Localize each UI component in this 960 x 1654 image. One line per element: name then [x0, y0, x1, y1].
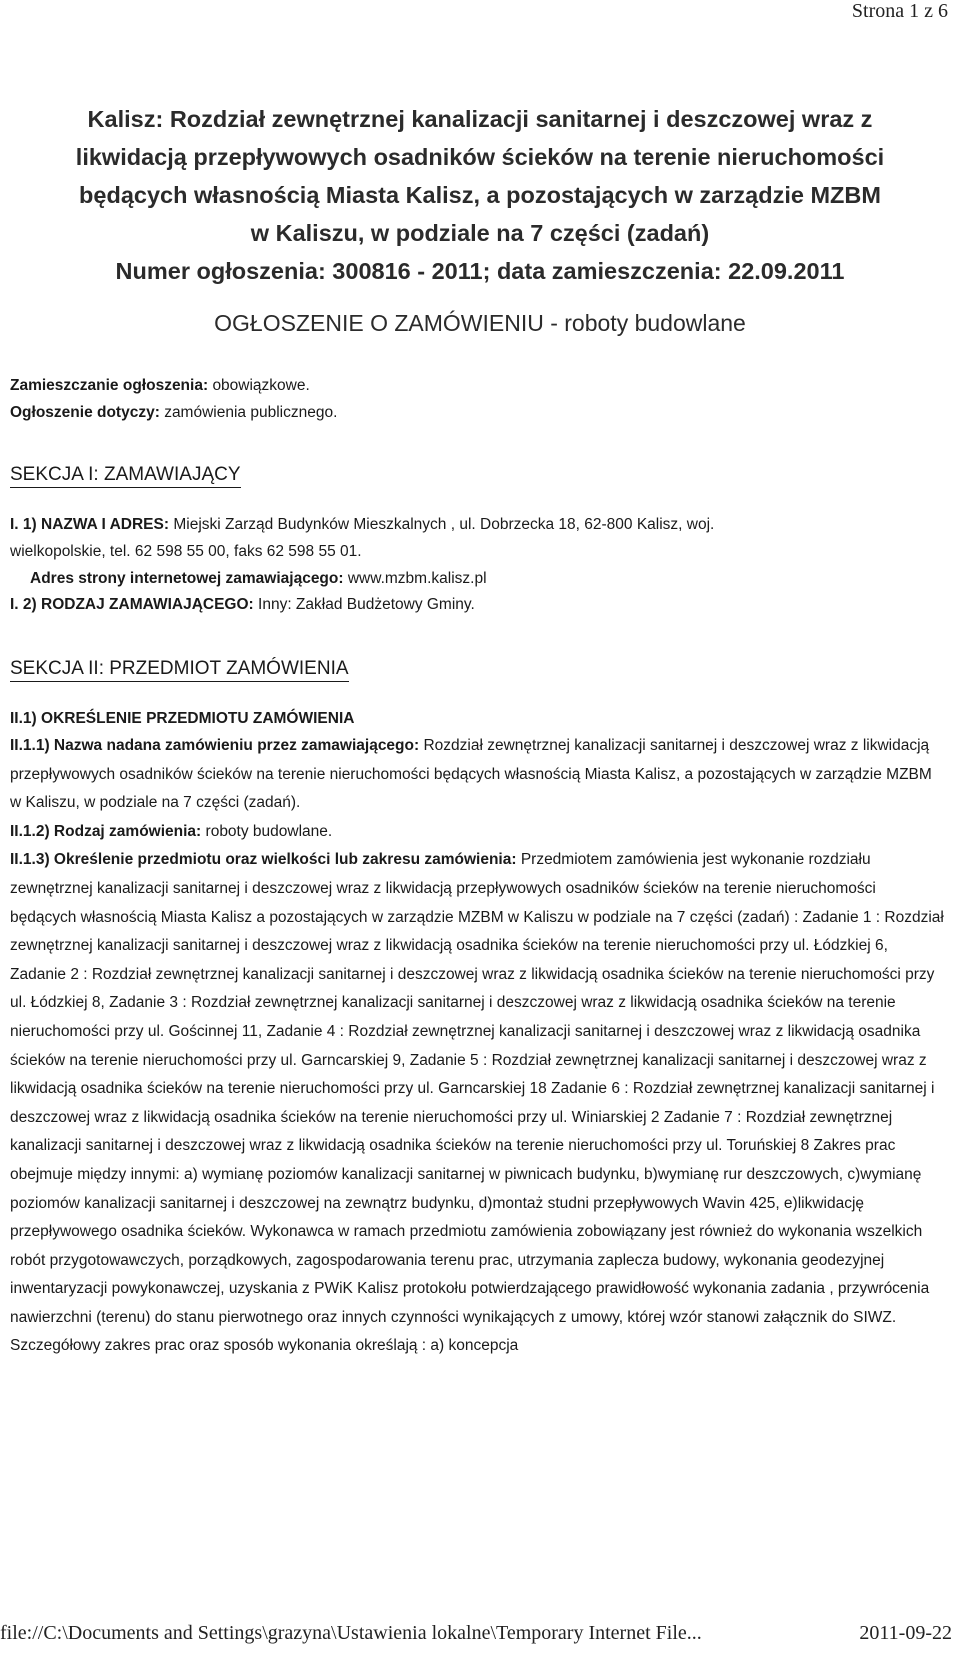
- contract-kind-paragraph: [10, 818, 945, 847]
- title-line: likwidacją przepływowych osadników ścieków na terenie nieruchomości: [75, 144, 885, 170]
- authority-type-value: Inny: Zakład Budżetowy Gminy.: [258, 596, 475, 613]
- notice-number-line: Numer ogłoszenia: 300816 - 2011; data zamieszczenia: 22.09.2011: [115, 258, 845, 284]
- concerns-row: [10, 402, 337, 424]
- website-row: [30, 568, 487, 590]
- title-line: w Kaliszu, w podziale na 7 części (zadań): [250, 220, 710, 246]
- title-line: Kalisz: Rozdział zewnętrznej kanalizacji sanitarnej i deszczowej wraz z: [87, 106, 873, 132]
- subsection-heading: [10, 708, 354, 730]
- contract-scope-paragraph: [10, 846, 945, 1361]
- contract-name-label: II.1.1) Nazwa nadana zamówieniu przez zamawiającego:: [10, 737, 420, 754]
- page-number: Strona 1 z 6: [851, 0, 948, 22]
- subsection-heading-text: II.1) OKREŚLENIE PRZEDMIOTU ZAMÓWIENIA: [10, 710, 355, 727]
- contract-name-value: Rozdział zewnętrznej kanalizacji sanitarnej i deszczowej wraz z likwidacją przepływowych osadników ścieków na terenie nieruchomości będących własnością Miasta Kalisz, a pozostających w zarządzie MZBM w Kaliszu, w podziale na 7 części (zadań).: [10, 737, 932, 812]
- file-path: file://C:\Documents and Settings\grazyna\Ustawienia lokalne\Temporary Internet File...: [0, 1622, 702, 1644]
- contract-kind-value: roboty budowlane.: [205, 822, 333, 840]
- concerns-label: Ogłoszenie dotyczy:: [10, 404, 160, 421]
- authority-type-row: [10, 594, 475, 616]
- contract-scope-value: Przedmiotem zamówienia jest wykonanie rozdziału zewnętrznej kanalizacji sanitarnej i deszczowej wraz z likwidacją przepływowych osadników ścieków na terenie nieruchomości będących własnością Miasta Kalisz a pozostających w zarządzie MZBM w Kaliszu w podziale na 7 części (zadań) : Zadanie 1 : Rozdział zewnętrznej kanalizacji sanitarnej i deszczowej wraz z likwidacją osadnika ścieków na terenie nieruchomości przy ul. Łódzkiej 6, Zadanie 2 : Rozdział zewnętrznej kanalizacji sanitarnej i deszczowej wraz z likwidacją osadnika ścieków na terenie nieruchomości przy ul. Łódzkiej 8, Zadanie 3 : Rozdział zewnętrznej kanalizacji sanitarnej i deszczowej wraz z likwidacją osadnika ścieków na terenie nieruchomości przy ul. Gościnnej 11, Zadanie 4 : Rozdział zewnętrznej kanalizacji sanitarnej i deszczowej wraz z likwidacją osadnika ścieków na terenie nieruchomości przy ul. Garncarskiej 9, Zadanie 5 : Rozdział zewnętrznej kanalizacji sanitarnej i deszczowej wraz z likwidacją osadnika ścieków na terenie nieruchomości przy ul. Garncarskiej 18 Zadanie 6 : Rozdział zewnętrznej kanalizacji sanitarnej i deszczowej wraz z likwidacją osadnika ścieków na terenie nieruchomości przy ul. Winiarskiej 2 Zadanie 7 : Rozdział zewnętrznej kanalizacji sanitarnej i deszczowej wraz z likwidacją osadnika ścieków na terenie nieruchomości przy ul. Toruńskiej 8 Zakres prac obejmuje między innymi: a) wymianę poziomów kanalizacji sanitarnej w piwnicach budynku, b)wymianę rur deszczowych, c)wymianę poziomów kanalizacji sanitarnej i deszczowej na zewnątrz budynku, d)montaż studni przepływowych Wavin 425, e)likwidację przepływowego osadnika ścieków. Wykonawca w ramach przedmiotu zamówienia zobowiązany jest również do wykonania wszelkich robót przygotowawczych, porządkowych, zagospodarowania terenu prac, utrzymania zaplecza budowy, wykonania geodezyjnej inwentaryzacji powykonawczej, uzyskania z PWiK Kalisz protokołu potwierdzającego prawidłowość wykonania zadania , przywrócenia nawierzchni (terenu) do stanu pierwotnego oraz innych czynności wynikających z umowy, której wzór stanowi załącznik do SIWZ. Szczegółowy zakres prac oraz sposób wykonania określają : a) koncepcja: [10, 851, 944, 1355]
- authority-name-label: I. 1) NAZWA I ADRES:: [10, 516, 170, 533]
- website-label: Adres strony internetowej zamawiającego:: [30, 570, 344, 587]
- contract-name-paragraph: [10, 732, 945, 818]
- placement-label: Zamieszczanie ogłoszenia:: [10, 377, 209, 394]
- concerns-value: zamówienia publicznego.: [164, 404, 338, 421]
- section-2-body: [10, 732, 945, 1361]
- placement-row: [10, 375, 310, 397]
- section-2-heading: SEKCJA II: PRZEDMIOT ZAMÓWIENIA: [10, 658, 349, 682]
- print-date: 2011-09-22: [859, 1622, 952, 1644]
- authority-type-label: I. 2) RODZAJ ZAMAWIAJĄCEGO:: [10, 596, 254, 613]
- website-value: www.mzbm.kalisz.pl: [347, 570, 487, 587]
- placement-value: obowiązkowe.: [212, 377, 310, 394]
- contract-kind-label: II.1.2) Rodzaj zamówienia:: [10, 822, 202, 840]
- title-line: będących własnością Miasta Kalisz, a pozostających w zarządzie MZBM: [79, 182, 881, 208]
- notice-type: OGŁOSZENIE O ZAMÓWIENIU - roboty budowlane: [214, 310, 746, 336]
- notice-title: [0, 100, 960, 290]
- contract-scope-label: II.1.3) Określenie przedmiotu oraz wielkości lub zakresu zamówienia:: [10, 851, 517, 869]
- section-1-heading: SEKCJA I: ZAMAWIAJĄCY: [10, 464, 241, 488]
- authority-contact-line: wielkopolskie, tel. 62 598 55 00, faks 62 598 55 01.: [10, 543, 362, 560]
- contracting-authority-row: [10, 514, 714, 536]
- authority-name-value: Miejski Zarząd Budynków Mieszkalnych , ul. Dobrzecka 18, 62-800 Kalisz, woj.: [173, 516, 715, 533]
